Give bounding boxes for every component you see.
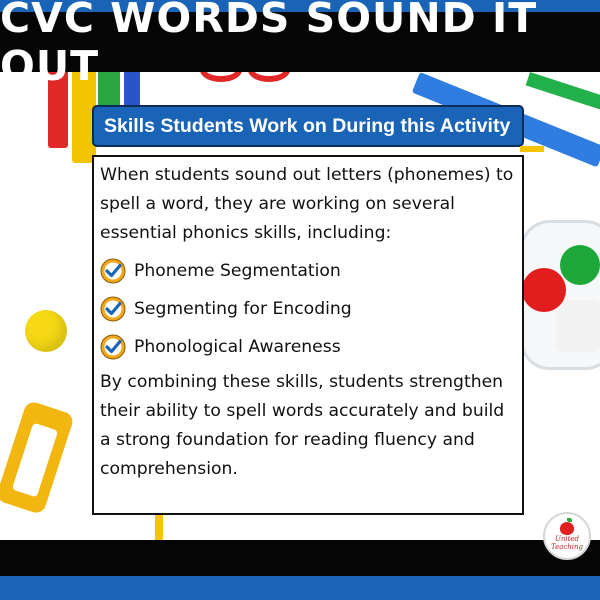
- bottom-black-band: [0, 540, 600, 576]
- skills-banner: [92, 105, 524, 147]
- skills-list: [100, 252, 516, 366]
- banner-accent-decoration: [520, 146, 544, 152]
- leaf-icon: [567, 518, 572, 522]
- skills-banner-label: Skills Students Work on During this Activity: [104, 114, 511, 137]
- outro-paragraph: By combining these skills, students strengthen their ability to spell words accurately and build a strong foundation for reading fluency and comprehension.: [100, 372, 505, 479]
- red-dauber-decoration: [522, 268, 566, 312]
- page-title: CVC WORDS SOUND IT OUT: [0, 0, 538, 90]
- check-circle-icon: [100, 334, 126, 360]
- logo-text-line1: United: [554, 534, 580, 543]
- skill-label: Segmenting for Encoding: [134, 299, 352, 319]
- apple-icon: [560, 522, 574, 535]
- check-circle-icon: [100, 296, 126, 322]
- bottom-blue-band: [0, 576, 600, 600]
- intro-paragraph: When students sound out letters (phonemes) to spell a word, they are working on several essential phonics skills, including:: [100, 165, 514, 243]
- check-circle-icon: [100, 258, 126, 284]
- skill-label: Phoneme Segmentation: [134, 261, 341, 281]
- page-header: [0, 0, 600, 90]
- dauber-body-decoration: [556, 300, 600, 352]
- green-dauber-decoration: [560, 245, 600, 285]
- list-item: [100, 252, 516, 290]
- list-item: [100, 328, 516, 366]
- yellow-pencil-decoration: [155, 515, 163, 540]
- united-teaching-logo: [543, 512, 591, 560]
- logo-text-line2: Teaching: [550, 542, 584, 551]
- yellow-ball-decoration: [25, 310, 67, 352]
- skill-label: Phonological Awareness: [134, 337, 341, 357]
- content-box: [92, 155, 524, 515]
- list-item: [100, 290, 516, 328]
